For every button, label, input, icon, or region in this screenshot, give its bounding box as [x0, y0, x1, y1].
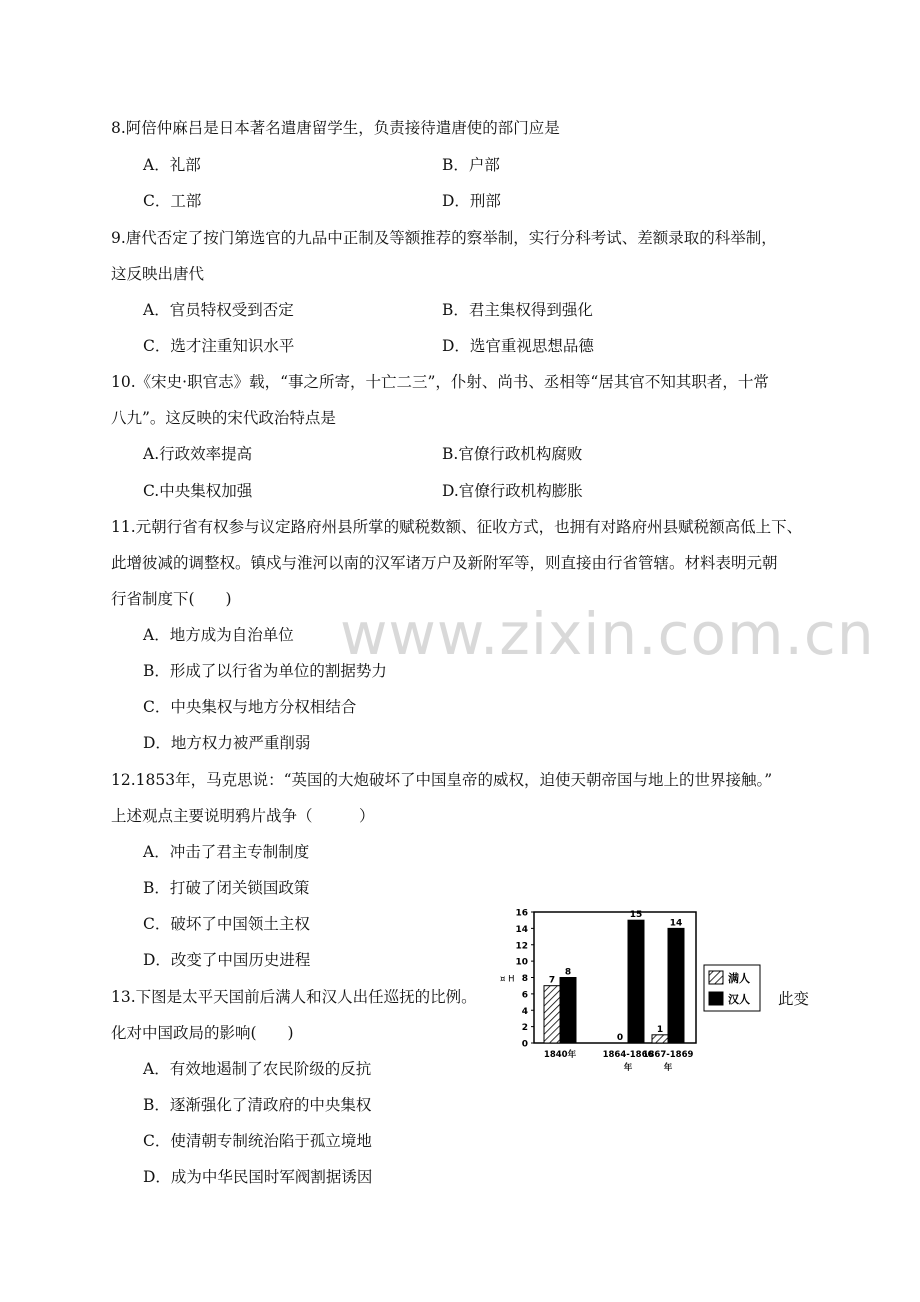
y-tick-label: 2: [521, 1023, 528, 1034]
q12-option-b[interactable]: B．打破了闭关锁国政策: [143, 879, 310, 897]
q8-option-d[interactable]: D．刑部: [442, 192, 501, 210]
q9-stem-line1: 9.唐代否定了按门第选官的九品中正制及等额推荐的察举制，实行分科考试、差额录取的科举制，: [111, 229, 777, 247]
q12-option-a[interactable]: A．冲击了君主专制制度: [143, 843, 310, 861]
q9-option-a[interactable]: A．官员特权受到否定: [143, 301, 294, 319]
q12-stem-line2: 上述观点主要说明鸦片战争（ ）: [111, 807, 375, 825]
y-tick-label: 4: [521, 1006, 528, 1017]
y-tick-label: 6: [521, 990, 528, 1001]
q11-option-d[interactable]: D．地方权力被严重削弱: [143, 734, 311, 752]
data-label: 14: [669, 918, 683, 929]
governor-ratio-chart: [498, 903, 768, 1083]
q11-option-c[interactable]: C．中央集权与地方分权相结合: [143, 698, 357, 716]
data-label: 15: [629, 910, 643, 921]
data-label: 7: [548, 975, 556, 986]
q10-stem-line2: 八九”。这反映的宋代政治特点是: [111, 409, 336, 427]
q13-stem-line1: 13.下图是太平天国前后满人和汉人出任巡抚的比例。: [111, 988, 477, 1006]
q10-option-b[interactable]: B.官僚行政机构腐败: [442, 445, 583, 463]
bar-manchu: [652, 1035, 668, 1043]
y-tick-label: 8: [521, 974, 528, 984]
bar-han: [560, 978, 576, 1044]
x-tick-label-suffix: 年: [623, 1063, 633, 1073]
legend-swatch: [709, 971, 723, 984]
q10-option-c[interactable]: C.中央集权加强: [143, 482, 253, 500]
bar-han: [668, 928, 684, 1043]
q11-option-b[interactable]: B．形成了以行省为单位的割据势力: [143, 662, 387, 680]
q13-stem-line2: 化对中国政局的影响( ): [111, 1024, 294, 1042]
y-tick-label: 10: [515, 957, 528, 968]
legend-label: 汉人: [728, 993, 750, 1006]
data-label: 0: [616, 1033, 624, 1043]
data-label: 8: [564, 967, 572, 978]
q8-option-c[interactable]: C．工部: [143, 192, 202, 210]
bar-han: [628, 920, 644, 1043]
q12-option-c[interactable]: C．破坏了中国领土主权: [143, 915, 310, 933]
q9-option-c[interactable]: C．选才注重知识水平: [143, 337, 295, 355]
y-tick-label: 0: [521, 1039, 528, 1050]
legend-swatch: [709, 992, 723, 1005]
q11-stem-line3: 行省制度下( ): [111, 590, 232, 608]
q13-option-a[interactable]: A．有效地遏制了农民阶级的反抗: [143, 1060, 372, 1078]
q13-option-d[interactable]: D．成为中华民国时军阀割据诱因: [143, 1168, 373, 1186]
q12-stem-line1: 12.1853年，马克思说：“英国的大炮破坏了中国皇帝的威权，迫使天朝帝国与地上的世界接触。”: [111, 771, 773, 789]
watermark: www.zixin.com.cn: [340, 600, 875, 668]
y-tick-label: 12: [515, 941, 528, 952]
q8-option-b[interactable]: B．户部: [442, 156, 500, 174]
q12-option-d[interactable]: D．改变了中国历史进程: [143, 951, 311, 969]
y-tick-label: 14: [515, 924, 528, 935]
q9-option-b[interactable]: B．君主集权得到强化: [442, 301, 593, 319]
q13-stem-line1-tail: 此变: [778, 990, 810, 1008]
q9-stem-line2: 这反映出唐代: [111, 265, 205, 283]
y-tick-label: 16: [515, 908, 528, 919]
q13-option-c[interactable]: C．使清朝专制统治陷于孤立境地: [143, 1132, 372, 1150]
legend-label: 满人: [728, 972, 750, 985]
bar-manchu: [544, 986, 560, 1043]
q8-stem: 8.阿倍仲麻吕是日本著名遣唐留学生，负责接待遣唐使的部门应是: [111, 119, 560, 137]
q13-option-b[interactable]: B．逐渐强化了清政府的中央集权: [143, 1096, 372, 1114]
q11-option-a[interactable]: A．地方成为自治单位: [143, 626, 294, 644]
q10-option-d[interactable]: D.官僚行政机构膨胀: [442, 482, 583, 500]
data-label: 1: [656, 1024, 664, 1035]
q11-stem-line2: 此增彼减的调整权。镇戍与淮河以南的汉军诸万户及新附军等，则直接由行省管辖。材料表明元朝: [111, 554, 778, 572]
y-axis-label: ¤ H: [500, 974, 515, 985]
q8-option-a[interactable]: A．礼部: [143, 156, 201, 174]
q10-stem-line1: 10.《宋史·职官志》载，“事之所寄，十亡二三”，仆射、尚书、丞相等“居其官不知其职者，十常: [111, 373, 769, 391]
q9-option-d[interactable]: D．选官重视思想品德: [442, 337, 594, 355]
x-tick-label-suffix: 年: [663, 1063, 673, 1073]
x-tick-label: 1864-1866: [602, 1050, 654, 1060]
x-tick-label: 1867-1869: [642, 1050, 694, 1060]
q11-stem-line1: 11.元朝行省有权参与议定路府州县所掌的赋税数额、征收方式，也拥有对路府州县赋税额高低上下、: [111, 518, 803, 536]
x-tick-label: 1840年: [543, 1050, 577, 1060]
q10-option-a[interactable]: A.行政效率提高: [143, 445, 253, 463]
